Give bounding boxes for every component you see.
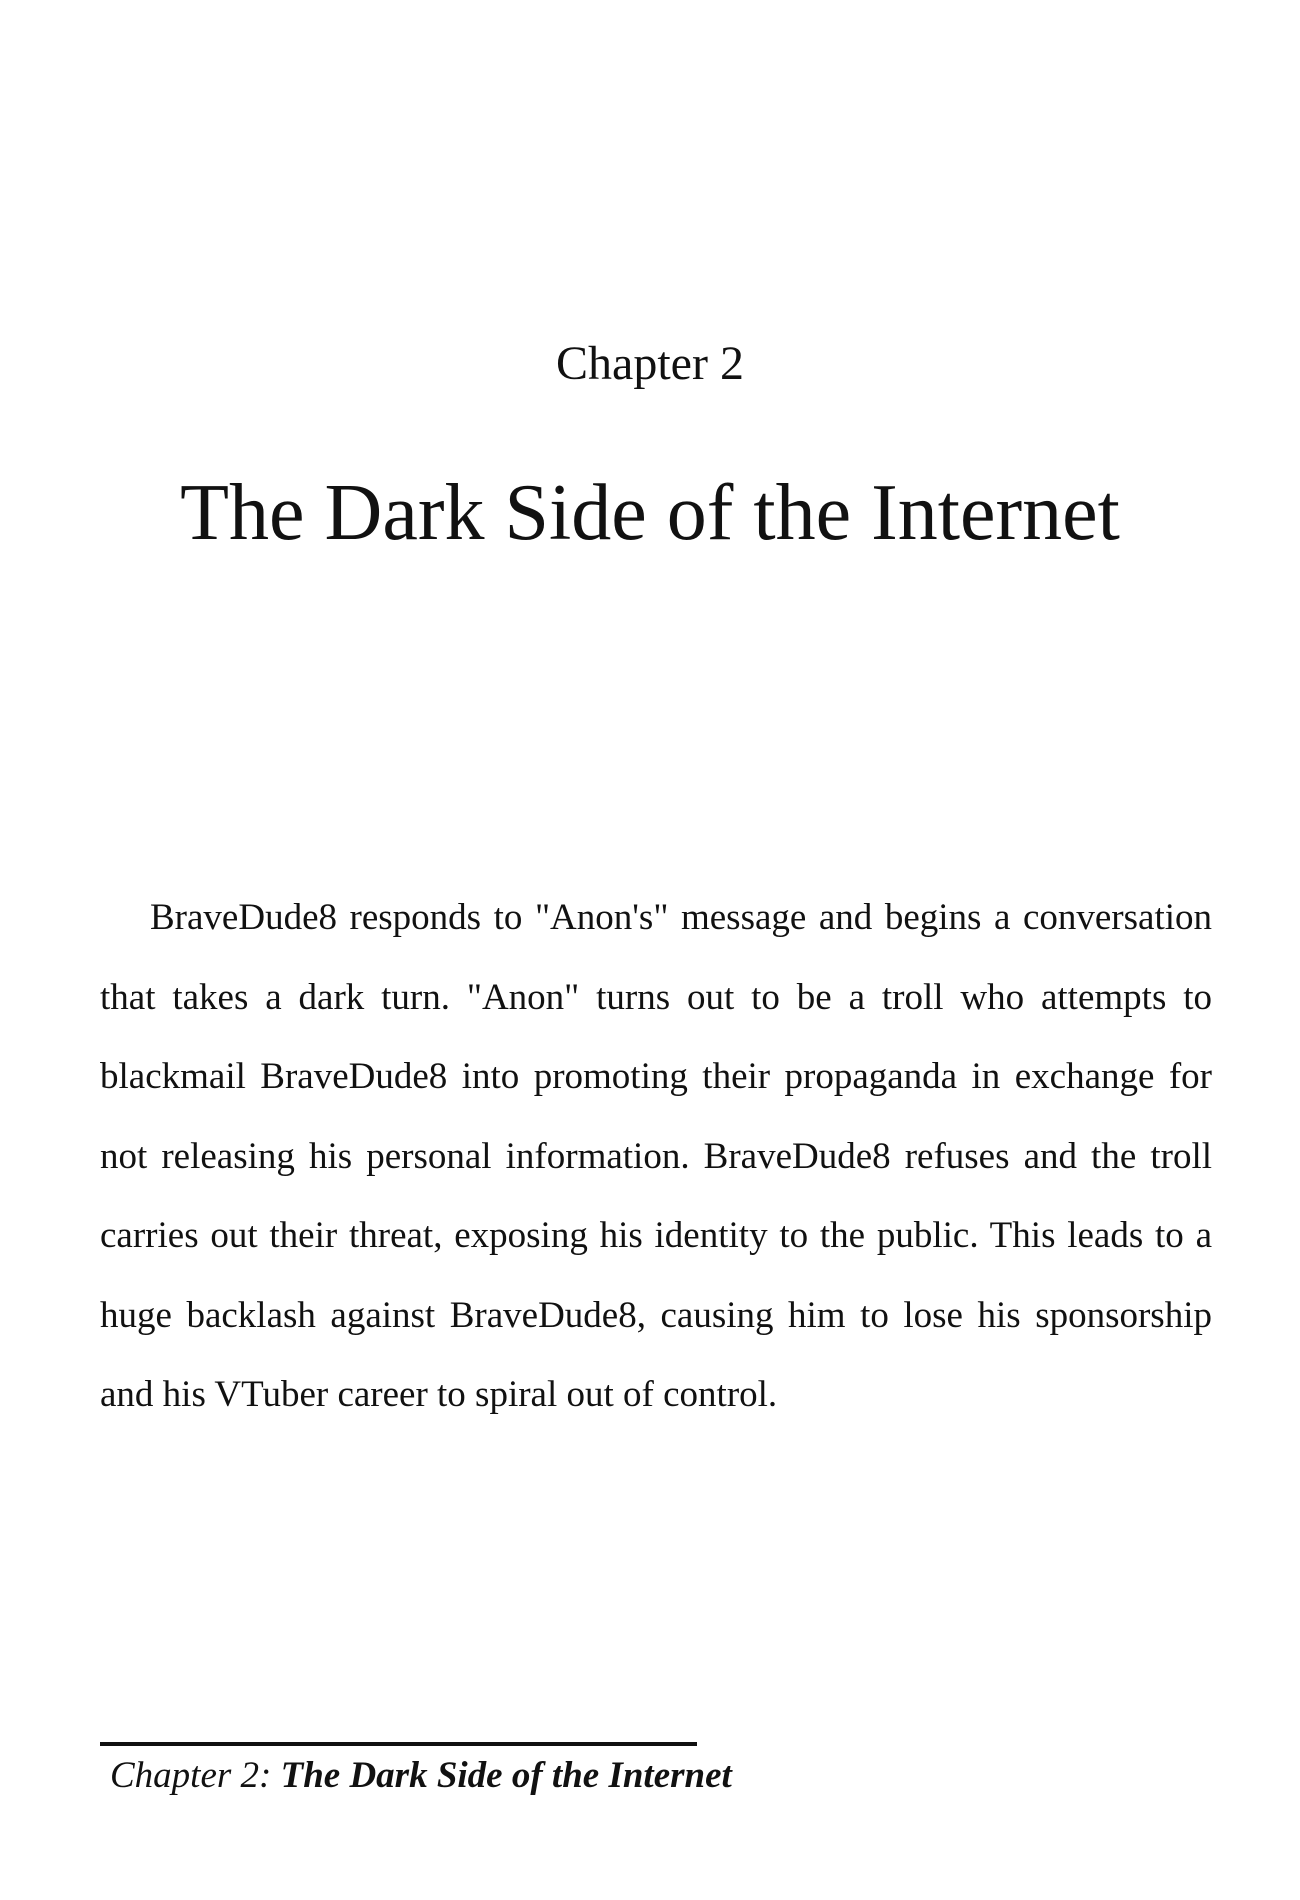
chapter-title: The Dark Side of the Internet: [180, 469, 1120, 557]
chapter-label: Chapter 2: [556, 337, 744, 390]
footer-divider: [100, 1742, 697, 1746]
footer-chapter-title: The Dark Side of the Internet: [280, 1755, 732, 1796]
footer-chapter-prefix: Chapter 2:: [110, 1755, 281, 1796]
body-paragraph: BraveDude8 responds to "Anon's" message and begins a conversation that takes a dark turn. "Anon" turns out to be a troll who attempts to blackmail BraveDude8 into promoting their propaganda in exchange for not releasing his personal information. BraveDude8 refuses and the troll carries out their threat, exposing his identity to the public. This leads to a huge backlash against BraveDude8, causing him to lose his sponsorship and his VTuber career to spiral out of control.: [100, 897, 1212, 1415]
running-footer: [110, 1752, 732, 1800]
